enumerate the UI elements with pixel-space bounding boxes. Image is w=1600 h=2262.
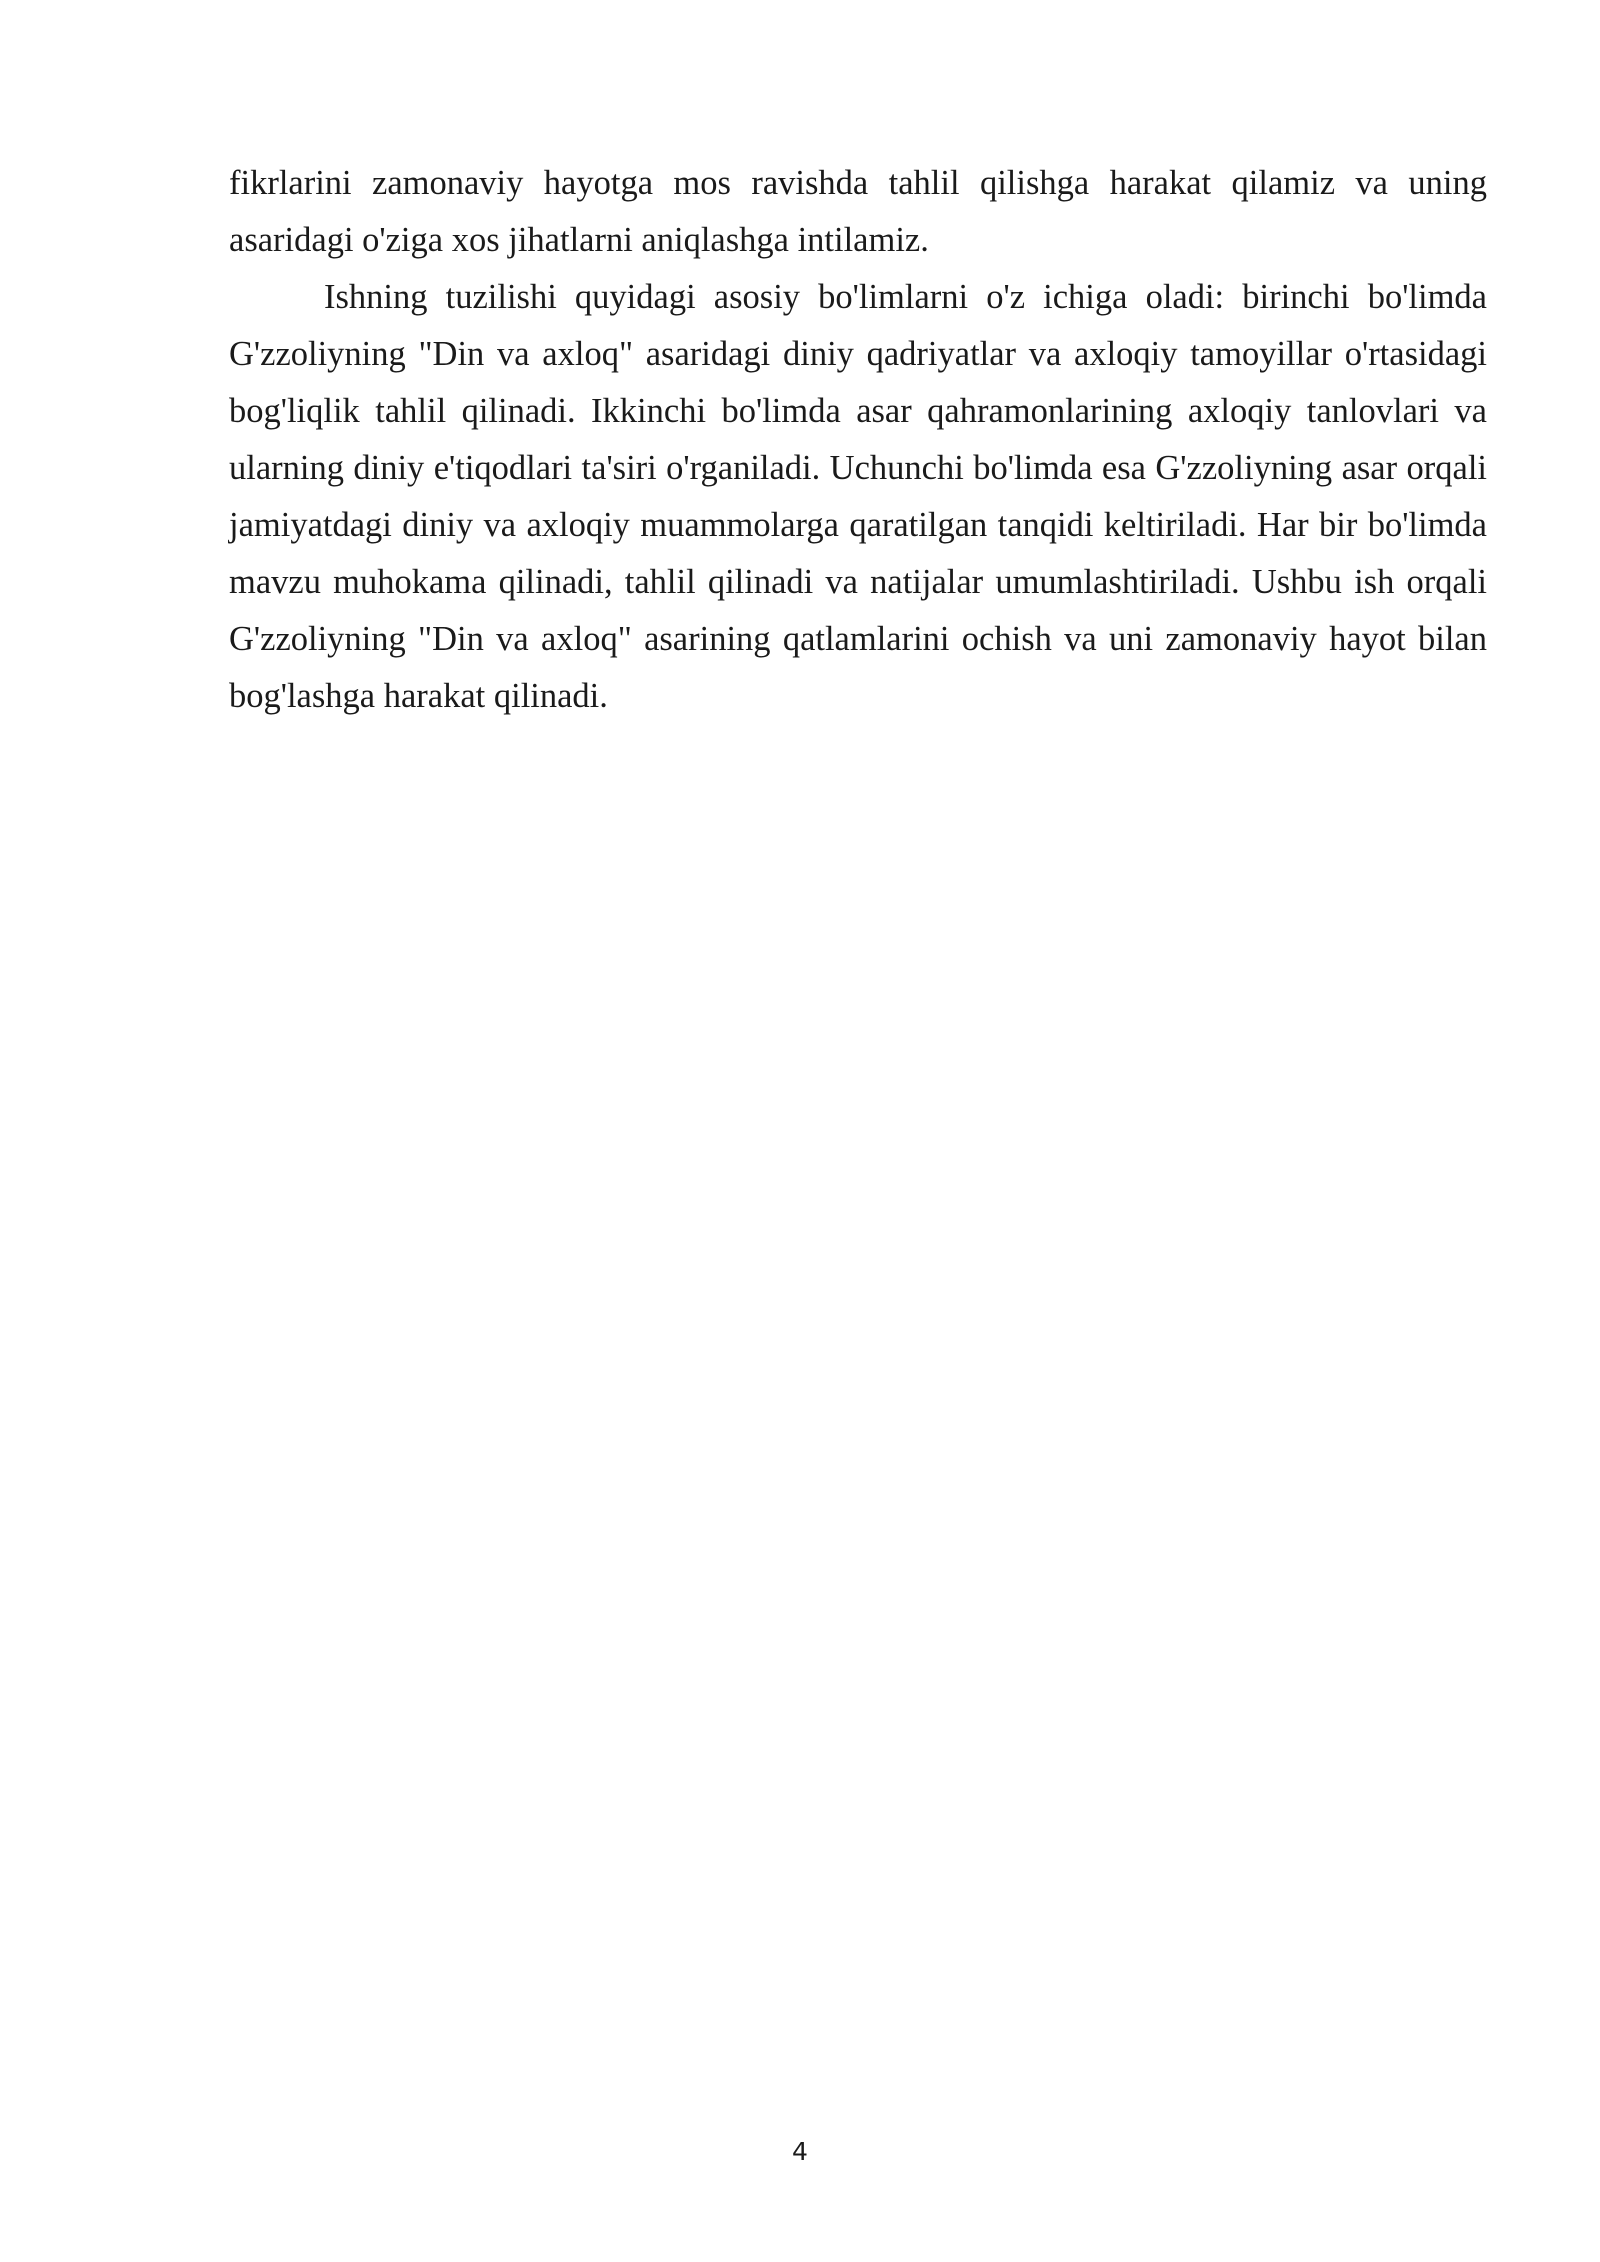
paragraph-continuation: fikrlarini zamonaviy hayotga mos ravishda tahlil qilishga harakat qilamiz va uning asaridagi o'ziga xos jihatlarni aniqlashga intilamiz. xyxy=(229,164,1487,259)
page-number: 4 xyxy=(792,2137,808,2166)
paragraph-structure: Ishning tuzilishi quyidagi asosiy bo'limlarni o'z ichiga oladi: birinchi bo'limda G'zzoliyning "Din va axloq" asaridagi diniy qadriyatlar va axloqiy tamoyillar o'rtasidagi bog'liqlik tahlil qilinadi. Ikkinchi bo'limda asar qahramonlarining axloqiy tanlovlari va ularning diniy e'tiqodlari ta'siri o'rganiladi. Uchunchi bo'limda esa G'zzoliyning asar orqali jamiyatdagi diniy va axloqiy muammolarga qaratilgan tanqidi keltiriladi. Har bir bo'limda mavzu muhokama qilinadi, tahlil qilinadi va natijalar umumlashtiriladi. Ushbu ish orqali G'zzoliyning "Din va axloq" asarining qatlamlarini ochish va uni zamonaviy hayot bilan bog'lashga harakat qilinadi. xyxy=(229,278,1487,715)
body-text xyxy=(229,155,1487,725)
